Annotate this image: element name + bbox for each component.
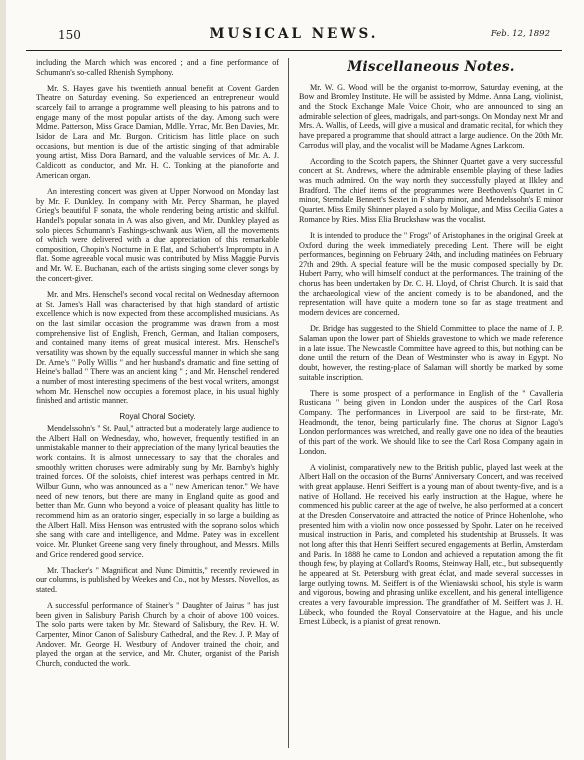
article-paragraph: Mr. and Mrs. Henschel's second vocal recital on Wednesday afternoon at St. James's Hall was characterised by that high standard of artistic excellence which is now expected from these accomplished musicians. As on the last similar occasion the programme was drawn from a most comprehensive list of English, French, German, and Italian composers, and contained many items of great musical interest. Mrs. Henschel's versatility was shown by the equally successful manner in which she sang Dr. Arne's " Polly Willis " and her husband's dramatic and fine setting of Heine's ballad " There was an ancient king " ; and Mr. Henschel rendered a number of most interesting specimens of the best vocal writers, amongst whom Mr. Henschel now occupies a foremost place, in his usual highly finished and artistic manner. <box>36 289 279 406</box>
article-paragraph: Dr. Bridge has suggested to the Shield Committee to place the name of J. P. Salaman upon the lower part of Shields gravestone to which we made reference in a late issue. The Newcastle Committee have agreed to this, but nothing can be done until the return of the Dean of Westminster who is away in Egypt. No doubt, however, the resting-place of Salaman will shortly be marked by some suitable inscription. <box>299 324 563 382</box>
article-paragraph: A successful performance of Stainer's " Daughter of Jairus " has just been given in Salisbury Parish Church by a choir of above 100 voices. The solo parts were taken by Mr. Steward of Salisbury, the Rev. H. W. Carpenter, Minor Canon of Salisbury Cathedral, and the Rev. J. P. May of Andover. Mr. George H. Westbury of Andover trained the choir, and played the organ at the service, and Mr. Chuter, organist of the Parish Church, conducted the work. <box>36 601 279 669</box>
page-number: 150 <box>58 28 81 42</box>
page-edge <box>0 0 6 760</box>
section-heading: Miscellaneous Notes. <box>347 59 515 75</box>
article-paragraph: Mr. Thacker's " Magnificat and Nunc Dimittis," recently reviewed in our columns, is published by Weekes and Co., not by Messrs. Novellos, as stated. <box>36 565 279 594</box>
article-paragraph: A violinist, comparatively new to the British public, played last week at the Albert Hall on the occasion of the Burns' Anniversary Concert, and was received with great applause. Henri Seiffert is a young man of about twenty-five, and is a native of Holland. He received his early instruction at the Hague, where he commenced his public career at the age of twelve, he also performed at a concert at the Dresden Conservatoire and attracted the notice of Prince Hohenlohe, who presented him with a violin now once possessed by Spohr. Later on he received musical instruction in Paris, and completed his studentship at Brussels. It was not long after this that Henri Seiffert secured engagements at Berlin, Amsterdam and Paris. In 1888 he came to London and achieved a reputation among the fit though few, by playing at Collard's Rooms, Steinway Hall, etc., but subsequently he appeared at St. Petersburg with great éclat, and made several successes in large outlying towns. M. Seiffert is of the Wieniawski school, his style is warm and vigorous, bowing and phrasing unlike excellent, and his general intelligence creates a very favourable impression. The grandfather of M. Seiffert was J. H. Lübeck, who founded the Royal Conservatoire at the Hague, and his uncle Ernest Lübeck, is a pianist of great renown. <box>299 462 563 627</box>
column-divider <box>288 58 289 748</box>
right-column-body <box>299 83 563 627</box>
article-paragraph: Mr. W. G. Wood will be the organist to-morrow, Saturday evening, at the Bow and Bromley Institute. He will be assisted by Mdme. Anna Lang, violinist, and the Stock Exchange Male Voice Choir, who are announced to sing an admirable selection of glees, madrigals, and part-songs. On Monday next Mr and Mrs. A. Wallis, of Leeds, will give a musical and dramatic recital, for which they have prepared a programme that should attract a large audience. On the 20th Mr. Carrodus will play, and the vocalist will be Madame Agnes Larkcom. <box>299 82 563 150</box>
article-paragraph: Mendelssohn's " St. Paul," attracted but a moderately large audience to the Albert Hall on Wednesday, who, however, frequently testified in an unmistakable manner to their appreciation of the many lyrical beauties the work contains. It is almost unnecessary to say that the chorales and smoothly written choruses were admirably sung by Mr. Barnby's highly trained forces. Of the soloists, chief interest was perhaps centred in Mr. Wilbur Gunn, who was announced as a " new American tenor." We have need of new tenors, but there are many in England quite as good and better than Mr. Gunn who beyond a voice of pleasant quality has little to recommend him as an oratorio singer, especially in so large a building as the Albert Hall. Miss Henson was entrusted with the soprano solos which she sang with care and intelligence, and Mdme. Patey was in excellent voice. Mr. Plunket Greene sang very finely throughout, and Messrs. Mills and Grice rendered good service. <box>36 423 279 559</box>
article-paragraph: It is intended to produce the " Frogs" of Aristophanes in the original Greek at Oxford during the week immediately preceding Lent. There will be eight performances, beginning on February 24th, and including matinées on February 27th and 29th. A special feature will be the music composed specially by Dr. Hubert Parry, who will himself conduct at the performances. The training of the chorus has been undertaken by Dr. C. H. Lloyd, of Christ Church. It is said that the archaeological view of the ancient comedy is to be abandoned, and the representation will have quite a modern tone so far as stage treatment and modern devices are concerned. <box>299 230 563 318</box>
article-paragraph: An interesting concert was given at Upper Norwood on Monday last by Mr. F. Dunkley. In company with Mr. Percy Sharman, he played Grieg's beautiful F sonata, the whole rendering being artistic and skilful. Handel's popular sonata in A was also given, and Mr. Dunkley played as solo pieces Schumann's Fashings-schwank aus Wien, all the movements of which were delivered with a due appreciation of this remarkable composition, Chopin's Nocturne in E flat, and Schubert's Impromptu in A flat. Some agreeable vocal music was contributed by Miss Maggie Purvis and Mr. W. E. Buchanan, each of the artists singing some clever songs by the concert-giver. <box>36 186 279 283</box>
subheading: Royal Choral Society. <box>119 412 196 422</box>
header-rule <box>26 50 562 51</box>
article-paragraph: There is some prospect of a performance in English of the " Cavalleria Rusticana " being given in London under the auspices of the Carl Rosa Company. The performances in Liverpool are said to be first-rate, Mr. Headmondt, the tenor, being particularly fine. The chorus at Signor Lago's London performances was wretched, and really gave one no idea of the beauties of this part of the work. We should like to see the Carl Rosa Company again in London. <box>299 388 563 456</box>
left-column <box>36 58 279 675</box>
article-paragraph: Mr. S. Hayes gave his twentieth annual benefit at Covent Garden Theatre on Saturday evening. So experienced an entrepreneur would scarcely fail to arrange a programme well pleasing to his patrons and to engage many of the most popular artists of the day. Among such were Mdme. Patterson, Miss Grace Damian, Mdlle. Yrrac, Mr. Ben Davies, Mr. Isidor de Lara and Mr. Burgon. Criticism has little place on such occasions, but mention is due of the artistic singing of that admirable young artist, Miss Dora Barnard, and the valuable services of Mr. A. J. Caldicott as conductor, and Mr. H. C. Tonking at the pianoforte and American organ. <box>36 83 279 180</box>
article-paragraph: including the March which was encored ; and a fine performance of Schumann's so-called Rhenish Symphony. <box>36 58 279 77</box>
right-column <box>299 58 563 633</box>
page-header <box>24 26 564 44</box>
issue-date: Feb. 12, 1892 <box>490 29 550 39</box>
article-paragraph: According to the Scotch papers, the Shinner Quartet gave a very successful concert at St. Andrews, where the admirable ensemble playing of these ladies was much admired. On the way north they successfully played at Ilkley and Bradford. The chief items of the programmes were Beethoven's Quartet in C minor, Sterndale Bennett's Sextet in F sharp minor, and Mendelssohn's E minor Quartet. Miss Emily Shinner played a solo by Molique, and Miss Cecilia Gates a Romance by Ries. Miss Elia Bruckshaw was the vocalist. <box>299 156 563 224</box>
publication-title: MUSICAL NEWS. <box>209 26 379 42</box>
